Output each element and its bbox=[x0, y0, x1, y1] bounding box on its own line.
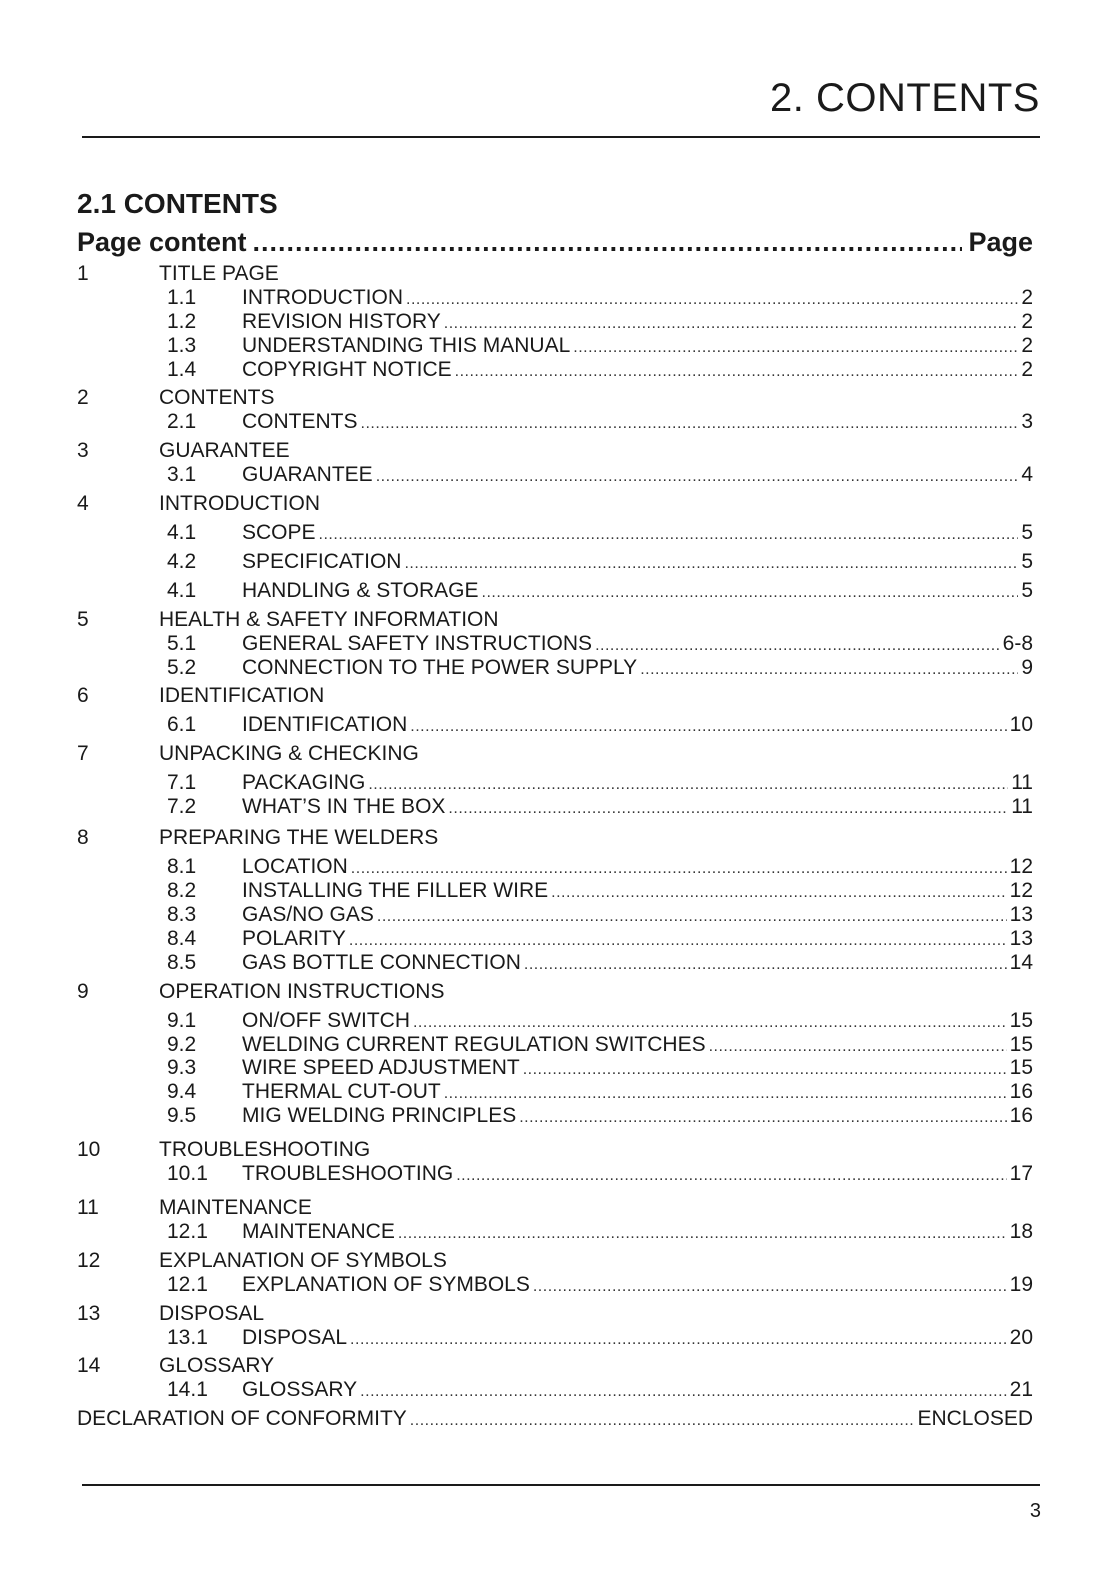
toc-page-ref: 2 bbox=[1021, 358, 1033, 381]
dot-leader bbox=[377, 908, 1007, 926]
toc-page-ref: 5 bbox=[1021, 579, 1033, 602]
toc-section-number: 7 bbox=[77, 742, 89, 765]
dot-leader bbox=[410, 718, 1006, 736]
toc-section-title: GUARANTEE bbox=[159, 439, 290, 462]
column-header bbox=[77, 227, 1033, 261]
dot-leader bbox=[361, 415, 1019, 433]
dot-leader bbox=[351, 860, 1007, 878]
toc-page-ref: 16 bbox=[1009, 1104, 1033, 1127]
toc-subsection-row bbox=[77, 310, 1033, 334]
toc-section-title: MAINTENANCE bbox=[159, 1196, 312, 1219]
toc-section-row bbox=[77, 742, 1033, 766]
section-title: 2.1 CONTENTS bbox=[77, 188, 278, 219]
dot-leader bbox=[573, 339, 1018, 357]
header-divider bbox=[82, 136, 1040, 138]
toc-subsection-number: 2.1 bbox=[167, 410, 197, 433]
dot-leader bbox=[456, 1167, 1006, 1185]
toc-subsection-number: 4.1 bbox=[167, 579, 197, 602]
toc-subsection-number: 13.1 bbox=[167, 1326, 208, 1349]
toc-section-row bbox=[77, 608, 1033, 632]
toc-subsection-number: 9.1 bbox=[167, 1009, 197, 1032]
toc-subsection-row bbox=[77, 795, 1033, 819]
toc-subsection-number: 9.2 bbox=[167, 1033, 197, 1056]
toc-page-ref: 2 bbox=[1021, 286, 1033, 309]
toc-section-title: DISPOSAL bbox=[159, 1302, 265, 1325]
page-number: 3 bbox=[1029, 1500, 1041, 1522]
dot-leader bbox=[350, 1331, 1007, 1349]
dot-leader bbox=[410, 1412, 915, 1430]
toc-subsection-row bbox=[77, 1220, 1033, 1244]
toc-subsection-row bbox=[77, 855, 1033, 879]
dot-leader bbox=[413, 1014, 1007, 1032]
dot-leader bbox=[448, 800, 1008, 818]
toc-subsection-row bbox=[77, 1162, 1033, 1186]
toc-subsection-title: PACKAGING bbox=[242, 771, 366, 794]
toc-subsection-row bbox=[77, 1378, 1033, 1402]
toc-subsection-row bbox=[77, 1273, 1033, 1297]
toc-page-ref: 4 bbox=[1021, 463, 1033, 486]
toc-section-title: TROUBLESHOOTING bbox=[159, 1138, 371, 1161]
toc-section-row bbox=[77, 1249, 1033, 1273]
toc-page-ref: 6-8 bbox=[1002, 632, 1033, 655]
toc-subsection-title: GLOSSARY bbox=[242, 1378, 358, 1401]
toc-subsection-number: 8.2 bbox=[167, 879, 197, 902]
toc-subsection-title: GUARANTEE bbox=[242, 463, 373, 486]
toc-subsection-title: COPYRIGHT NOTICE bbox=[242, 358, 452, 381]
dot-leader bbox=[455, 363, 1019, 381]
toc-subsection-row bbox=[77, 1326, 1033, 1350]
toc-subsection-number: 9.5 bbox=[167, 1104, 197, 1127]
toc-subsection-title: MIG WELDING PRINCIPLES bbox=[242, 1104, 517, 1127]
toc-subsection-number: 1.3 bbox=[167, 334, 197, 357]
toc-subsection-title: INSTALLING THE FILLER WIRE bbox=[242, 879, 549, 902]
toc-subsection-row bbox=[77, 550, 1033, 574]
toc-page-ref: 11 bbox=[1011, 795, 1033, 818]
toc-subsection-number: 10.1 bbox=[167, 1162, 208, 1185]
toc-subsection-number: 1.4 bbox=[167, 358, 197, 381]
toc-page-ref: 18 bbox=[1009, 1220, 1033, 1243]
toc-subsection-title: WIRE SPEED ADJUSTMENT bbox=[242, 1056, 520, 1079]
dot-leader bbox=[482, 584, 1019, 602]
toc-subsection-title: WELDING CURRENT REGULATION SWITCHES bbox=[242, 1033, 706, 1056]
toc-subsection-title: HANDLING & STORAGE bbox=[242, 579, 479, 602]
toc-subsection-title: REVISION HISTORY bbox=[242, 310, 441, 333]
toc-subsection-row bbox=[77, 927, 1033, 951]
toc-section-title: OPERATION INSTRUCTIONS bbox=[159, 980, 445, 1003]
toc-subsection-number: 8.3 bbox=[167, 903, 197, 926]
toc-subsection-row bbox=[77, 1080, 1033, 1104]
toc-subsection-number: 5.1 bbox=[167, 632, 197, 655]
toc-section-row bbox=[77, 1138, 1033, 1162]
toc-section-title: CONTENTS bbox=[159, 386, 275, 409]
toc-page-ref: 15 bbox=[1009, 1009, 1033, 1032]
toc-section-title: TITLE PAGE bbox=[159, 262, 279, 285]
toc-subsection-row bbox=[77, 334, 1033, 358]
dot-leader bbox=[523, 1061, 1007, 1079]
toc-section-number: 13 bbox=[77, 1302, 101, 1325]
toc-subsection-number: 12.1 bbox=[167, 1220, 208, 1243]
toc-subsection-title: GENERAL SAFETY INSTRUCTIONS bbox=[242, 632, 593, 655]
toc-subsection-number: 9.4 bbox=[167, 1080, 197, 1103]
toc-subsection-row bbox=[77, 1056, 1033, 1080]
toc-page-ref: 12 bbox=[1009, 855, 1033, 878]
toc-section-number: 10 bbox=[77, 1138, 101, 1161]
toc-subsection-number: 12.1 bbox=[167, 1273, 208, 1296]
toc-subsection-row bbox=[77, 1033, 1033, 1057]
toc-section-title: GLOSSARY bbox=[159, 1354, 275, 1377]
toc-subsection-title: EXPLANATION OF SYMBOLS bbox=[242, 1273, 530, 1296]
column-header-right: Page bbox=[968, 227, 1033, 257]
dot-leader bbox=[709, 1038, 1007, 1056]
toc-section-row bbox=[77, 684, 1033, 708]
toc-section-number: 3 bbox=[77, 439, 89, 462]
toc-section-number: 11 bbox=[77, 1196, 99, 1219]
dot-leader bbox=[595, 637, 1000, 655]
toc-subsection-row bbox=[77, 879, 1033, 903]
toc-page-ref: 19 bbox=[1009, 1273, 1033, 1296]
toc-subsection-title: MAINTENANCE bbox=[242, 1220, 395, 1243]
toc-subsection-title: CONNECTION TO THE POWER SUPPLY bbox=[242, 656, 638, 679]
toc-section-row bbox=[77, 980, 1033, 1004]
dot-leader bbox=[404, 555, 1018, 573]
toc-subsection-title: TROUBLESHOOTING bbox=[242, 1162, 454, 1185]
toc-subsection-number: 6.1 bbox=[167, 713, 197, 736]
toc-section-title: HEALTH & SAFETY INFORMATION bbox=[159, 608, 499, 631]
toc-subsection-number: 1.2 bbox=[167, 310, 197, 333]
footer-divider bbox=[82, 1484, 1040, 1486]
toc-subsection-row bbox=[77, 951, 1033, 975]
toc-subsection-row bbox=[77, 771, 1033, 795]
toc-subsection-row bbox=[77, 410, 1033, 434]
toc-subsection-title: UNDERSTANDING THIS MANUAL bbox=[242, 334, 571, 357]
toc-section-row bbox=[77, 1196, 1033, 1220]
toc-page-ref: 10 bbox=[1009, 713, 1033, 736]
toc-section-number: 9 bbox=[77, 980, 89, 1003]
toc-page-ref: 17 bbox=[1009, 1162, 1033, 1185]
dot-leader bbox=[398, 1225, 1007, 1243]
toc-page-ref: 15 bbox=[1009, 1033, 1033, 1056]
toc-subsection-title: GAS BOTTLE CONNECTION bbox=[242, 951, 521, 974]
toc-section-row bbox=[77, 826, 1033, 850]
toc-section-number: 4 bbox=[77, 492, 89, 515]
toc-declaration-row bbox=[77, 1407, 1033, 1431]
toc-section-number: 12 bbox=[77, 1249, 101, 1272]
toc-subsection-title: IDENTIFICATION bbox=[242, 713, 408, 736]
toc-subsection-number: 3.1 bbox=[167, 463, 197, 486]
toc-subsection-row bbox=[77, 521, 1033, 545]
toc-subsection-title: GAS/NO GAS bbox=[242, 903, 374, 926]
toc-subsection-row bbox=[77, 713, 1033, 737]
column-header-left: Page content bbox=[77, 227, 247, 257]
toc-subsection-number: 4.1 bbox=[167, 521, 197, 544]
toc-section-row bbox=[77, 1354, 1033, 1378]
toc-subsection-row bbox=[77, 656, 1033, 680]
toc-subsection-row bbox=[77, 358, 1033, 382]
toc-subsection-title: CONTENTS bbox=[242, 410, 358, 433]
toc-subsection-number: 14.1 bbox=[167, 1378, 208, 1401]
column-header-leader bbox=[253, 227, 963, 258]
toc-section-number: 1 bbox=[77, 262, 89, 285]
toc-page-ref: 2 bbox=[1021, 310, 1033, 333]
toc-subsection-title: LOCATION bbox=[242, 855, 348, 878]
toc-section-number: 6 bbox=[77, 684, 89, 707]
toc-page-ref: 5 bbox=[1021, 521, 1033, 544]
dot-leader bbox=[640, 661, 1018, 679]
dot-leader bbox=[319, 526, 1019, 544]
toc-page-ref: 16 bbox=[1009, 1080, 1033, 1103]
dot-leader bbox=[349, 932, 1007, 950]
toc-page-ref: 5 bbox=[1021, 550, 1033, 573]
page-header-title: 2. CONTENTS bbox=[770, 76, 1040, 120]
dot-leader bbox=[406, 291, 1018, 309]
dot-leader bbox=[519, 1109, 1006, 1127]
toc-subsection-number: 7.1 bbox=[167, 771, 197, 794]
toc-section-number: 8 bbox=[77, 826, 89, 849]
toc-section-row bbox=[77, 1302, 1033, 1326]
dot-leader bbox=[368, 776, 1008, 794]
toc-subsection-title: SPECIFICATION bbox=[242, 550, 402, 573]
toc-subsection-row bbox=[77, 579, 1033, 603]
toc-page-ref: 3 bbox=[1021, 410, 1033, 433]
toc-section-title: UNPACKING & CHECKING bbox=[159, 742, 419, 765]
toc-section-title: PREPARING THE WELDERS bbox=[159, 826, 439, 849]
toc-page-ref: 15 bbox=[1009, 1056, 1033, 1079]
toc-subsection-title: THERMAL CUT-OUT bbox=[242, 1080, 441, 1103]
toc-section-row bbox=[77, 386, 1033, 410]
declaration-title: DECLARATION OF CONFORMITY bbox=[77, 1407, 407, 1430]
toc-subsection-title: WHAT’S IN THE BOX bbox=[242, 795, 446, 818]
toc-subsection-number: 4.2 bbox=[167, 550, 197, 573]
toc-subsection-number: 8.1 bbox=[167, 855, 197, 878]
toc-subsection-title: DISPOSAL bbox=[242, 1326, 348, 1349]
dot-leader bbox=[444, 1085, 1007, 1103]
toc-subsection-title: ON/OFF SWITCH bbox=[242, 1009, 410, 1032]
toc-page-ref: 13 bbox=[1009, 903, 1033, 926]
toc-section-title: IDENTIFICATION bbox=[159, 684, 325, 707]
toc-section-number: 5 bbox=[77, 608, 89, 631]
dot-leader bbox=[533, 1278, 1007, 1296]
toc-subsection-title: SCOPE bbox=[242, 521, 316, 544]
toc-page-ref: 11 bbox=[1011, 771, 1033, 794]
toc-section-row bbox=[77, 492, 1033, 516]
toc-subsection-title: POLARITY bbox=[242, 927, 346, 950]
dot-leader bbox=[376, 468, 1019, 486]
toc-subsection-row bbox=[77, 1009, 1033, 1033]
declaration-page-ref: ENCLOSED bbox=[917, 1407, 1033, 1430]
toc-subsection-number: 1.1 bbox=[167, 286, 197, 309]
toc-subsection-number: 8.5 bbox=[167, 951, 197, 974]
toc-page-ref: 12 bbox=[1009, 879, 1033, 902]
toc-page-ref: 9 bbox=[1021, 656, 1033, 679]
dot-leader bbox=[524, 956, 1007, 974]
toc-section-title: INTRODUCTION bbox=[159, 492, 320, 515]
toc-page-ref: 21 bbox=[1009, 1378, 1033, 1401]
toc-section-row bbox=[77, 439, 1033, 463]
toc-section-number: 2 bbox=[77, 386, 89, 409]
toc-subsection-number: 8.4 bbox=[167, 927, 197, 950]
dot-leader bbox=[551, 884, 1007, 902]
toc-subsection-row bbox=[77, 1104, 1033, 1128]
toc-section-row bbox=[77, 262, 1033, 286]
toc-subsection-row bbox=[77, 903, 1033, 927]
toc-page-ref: 14 bbox=[1009, 951, 1033, 974]
toc-subsection-number: 7.2 bbox=[167, 795, 197, 818]
dot-leader bbox=[444, 315, 1019, 333]
toc-subsection-row bbox=[77, 286, 1033, 310]
toc-subsection-number: 5.2 bbox=[167, 656, 197, 679]
toc-subsection-row bbox=[77, 463, 1033, 487]
dot-leader bbox=[360, 1383, 1006, 1401]
toc-section-number: 14 bbox=[77, 1354, 101, 1377]
toc-page-ref: 20 bbox=[1009, 1326, 1033, 1349]
toc-page-ref: 13 bbox=[1009, 927, 1033, 950]
toc-subsection-title: INTRODUCTION bbox=[242, 286, 403, 309]
toc-subsection-number: 9.3 bbox=[167, 1056, 197, 1079]
toc-subsection-row bbox=[77, 632, 1033, 656]
toc-section-title: EXPLANATION OF SYMBOLS bbox=[159, 1249, 447, 1272]
toc-page-ref: 2 bbox=[1021, 334, 1033, 357]
